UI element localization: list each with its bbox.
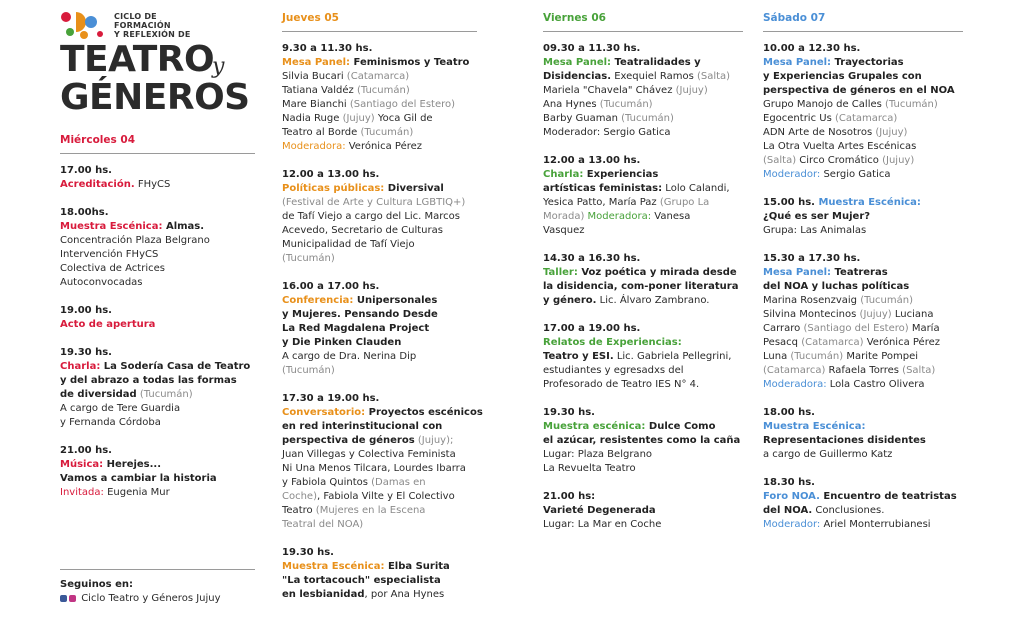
event-item: 9.30 a 11.30 hs. Mesa Panel: Feminismos y Teatro Silvia Bucari (Catamarca) Tatiana Valdéz (Tucumán) Mare Bianchi (Santiago del Estero) Nadia Ruge (Jujuy) Yoca Gil de Teatro al Borde (Tucumán) Moderadora: Verónica Pérez [282,43,470,152]
event-item: 17.00 hs. Acreditación. FHyCS [60,165,171,190]
day-header-wednesday: Miércoles 04 [60,134,136,146]
logo-y: y [212,54,225,79]
day-header-saturday: Sábado 07 [763,12,826,24]
event-item: 09.30 a 11.30 hs. Mesa Panel: Teatralidades y Disidencias. Exequiel Ramos (Salta) Mariela "Chavela" Chávez (Jujuy) Ana Hynes (Tucumán) Barby Guaman (Tucumán) Moderador: Sergio Gatica [543,43,731,138]
event-item: 21.00 hs: Varieté Degenerada Lugar: La Mar en Coche [543,491,662,530]
follow-title: Seguinos en: [60,579,134,590]
event-item: 18.00hs. Muestra Escénica: Almas. Concentración Plaza Belgrano Intervención FHyCS Colectiva de Actrices Autoconvocadas [60,207,210,288]
event-item: 19.30 hs. Charla: La Sodería Casa de Teatro y del abrazo a todas las formas de diversidad (Tucumán) A cargo de Tere Guardia y Fernanda Córdoba [60,347,251,428]
event-item: 19.30 hs. Muestra Escénica: Elba Surita "La tortacouch" especialista en lesbianidad, por Ana Hynes [282,547,450,600]
column-saturday [763,0,963,546]
event-item: 16.00 a 17.00 hs. Conferencia: Unipersonales y Mujeres. Pensando Desde La Red Magdalena Project y Die Pinken Clauden A cargo de Dra. Nerina Dip (Tucumán) [282,281,438,376]
day-header-friday: Viernes 06 [543,12,606,24]
event-item: 12.00 a 13.00 hs. Políticas públicas: Diversival (Festival de Arte y Cultura LGBTIQ+) de Tafí Viejo a cargo del Lic. Marcos Acevedo, Secretario de Culturas Municipalidad de Tafí Viejo (Tucumán) [282,169,466,264]
event-item: 18.00 hs. Muestra Escénica: Representaciones disidentes a cargo de Guillermo Katz [763,407,926,460]
logo-title-line2: GÉNEROS [60,77,250,118]
event-item: 18.30 hs. Foro NOA. Encuentro de teatristas del NOA. Conclusiones. Moderador: Ariel Monterrubianesi [763,477,957,530]
follow-section [60,569,255,606]
logo-subtitle: CICLO DE FORMACIÓN Y REFLEXIÓN DE [114,12,191,39]
event-item: 17.00 a 19.00 hs. Relatos de Experiencias: Teatro y ESI. Lic. Gabriela Pellegrini, estudiantes y egresadxs del Profesorado de Teatro IES N° 4. [543,323,732,390]
event-item: 21.00 hs. Música: Herejes... Vamos a cambiar la historia Invitada: Eugenia Mur [60,445,217,498]
event-item: 15.00 hs. Muestra Escénica: ¿Qué es ser Mujer? Grupa: Las Animalas [763,197,921,236]
event-item: 19.00 hs. Acto de apertura [60,305,156,330]
logo-title-line1: TEATRO [60,39,215,80]
event-item: 19.30 hs. Muestra escénica: Dulce Como el azúcar, resistentes como la caña Lugar: Plaza Belgrano La Revuelta Teatro [543,407,741,474]
event-item: 17.30 a 19.00 hs. Conversatorio: Proyectos escénicos en red interinstitucional con perspectiva de géneros (Jujuy); Juan Villegas y Colectiva Feminista Ni Una Menos Tilcara, Lourdes Ibarra y Fabiola Quintos (Damas en Coche), Fabiola Vilte y El Colectivo Teatro (Mujeres en la Escena Teatral del NOA) [282,393,483,530]
event-item: 10.00 a 12.30 hs. Mesa Panel: Trayectorias y Experiencias Grupales con perspectiva de géneros en el NOA Grupo Manojo de Calles (Tucumán) Egocentric Us (Catamarca) ADN Arte de Nosotros (Jujuy) La Otra Vuelta Artes Escénicas (Salta) Circo Cromático (Jujuy) Moderador: Sergio Gatica [763,43,955,180]
column-friday [543,0,743,546]
day-header-thursday: Jueves 05 [282,12,339,24]
event-item: 12.00 a 13.00 hs. Charla: Experiencias artísticas feministas: Lolo Calandi, Yesica Patto, María Paz (Grupo La Morada) Moderadora: Vanesa Vasquez [543,155,730,236]
event-item: 15.30 a 17.30 hs. Mesa Panel: Teatreras del NOA y luchas políticas Marina Rosenzvaig (Tucumán) Silvina Montecinos (Jujuy) Luciana Carraro (Santiago del Estero) María Pesacq (Catamarca) Verónica Pérez Luna (Tucumán) Marite Pompei (Catamarca) Rafaela Torres (Salta) Moderadora: Lola Castro Olivera [763,253,940,390]
column-thursday [282,0,483,616]
divider [543,31,743,32]
divider [60,153,255,154]
divider [763,31,963,32]
divider [60,569,255,570]
facebook-icon[interactable] [60,595,67,602]
social-handle[interactable]: Ciclo Teatro y Géneros Jujuy [81,593,221,604]
column-wednesday [60,0,255,514]
instagram-icon[interactable] [69,595,76,602]
event-item: 14.30 a 16.30 hs. Taller: Voz poética y mirada desde la disidencia, com-poner literatura y género. Lic. Álvaro Zambrano. [543,253,739,306]
divider [282,31,477,32]
